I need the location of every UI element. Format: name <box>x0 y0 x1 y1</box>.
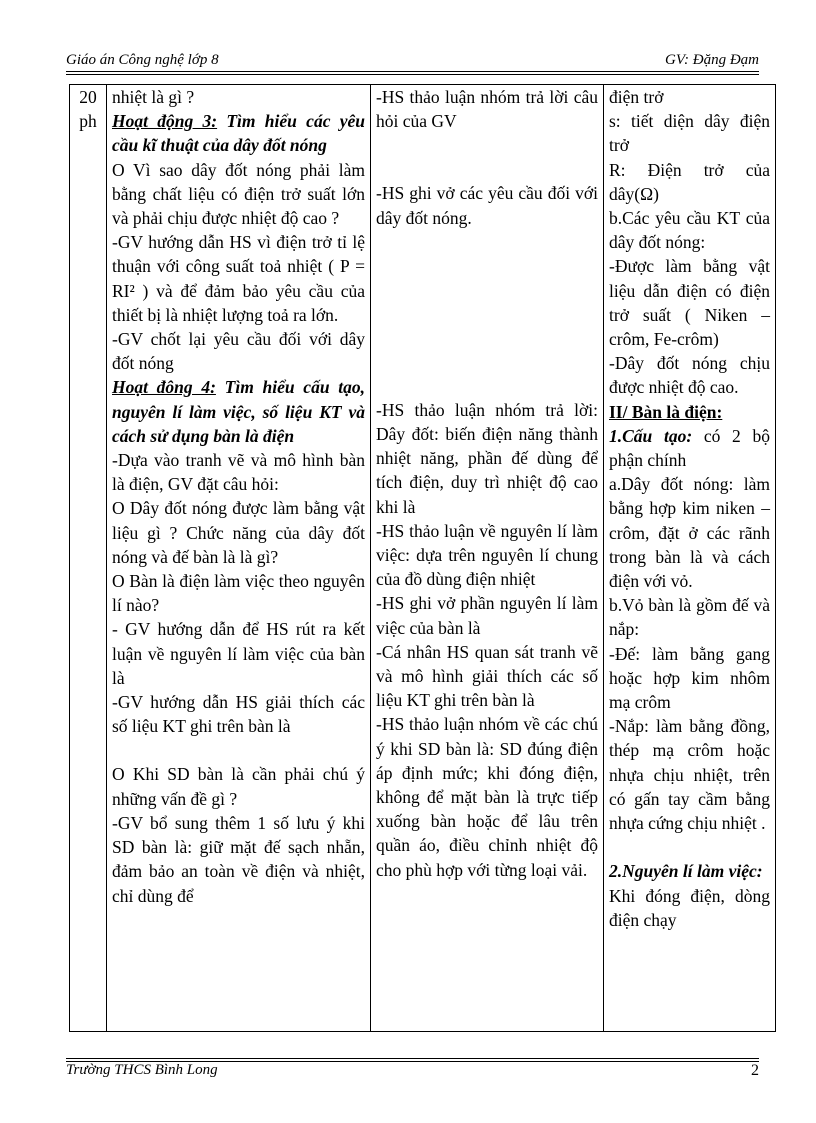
activity-heading-label: Hoạt đông 4: <box>112 377 216 398</box>
subsection-heading: 2.Nguyên lí làm việc: <box>609 861 763 882</box>
blank-line <box>376 374 598 398</box>
paragraph: - GV hướng dẫn để HS rút ra kết luận về nguyên lí làm việc của bàn là <box>112 619 365 688</box>
paragraph: điện trở <box>609 87 664 107</box>
footer-rule-thin <box>66 1058 759 1059</box>
blank-line <box>376 350 598 374</box>
paragraph: -Dựa vào tranh vẽ và mô hình bàn là điện, GV đặt câu hỏi: <box>112 450 365 495</box>
blank-line <box>376 326 598 350</box>
time-cell <box>70 85 107 1032</box>
paragraph: Khi đóng điện, dòng điện chạy <box>609 885 770 930</box>
footer-school: Trường THCS Bình Long <box>66 1062 218 1078</box>
paragraph: a.Dây đốt nóng: làm bằng hợp kim niken – crôm, đặt ở các rãnh trong bàn là và cách điện với vỏ. <box>609 474 770 592</box>
subsection-rest: có 2 bộ phận chính <box>609 425 770 471</box>
paragraph: -HS ghi vở phần nguyên lí làm việc của bàn là <box>376 593 598 638</box>
subsection-label: 1.Cấu tạo: <box>609 425 693 446</box>
blank-line <box>376 157 598 181</box>
blank-line <box>376 302 598 326</box>
header-rule <box>66 71 759 72</box>
header-rule-thin <box>66 74 759 75</box>
paragraph: -GV chốt lại yêu cầu đối với dây đốt nóng <box>112 329 365 374</box>
table-row <box>70 85 776 1032</box>
paragraph: s: tiết diện dây điện trở <box>609 111 770 156</box>
header-subject: Giáo án Công nghệ lớp 8 <box>66 52 219 68</box>
paragraph: -Đế: làm bằng gang hoặc hợp kim nhôm mạ crôm <box>609 643 770 713</box>
paragraph: b.Các yêu cầu KT của dây đốt nóng: <box>609 208 770 253</box>
paragraph: O Khi SD bàn là cần phải chú ý những vấn đề gì ? <box>112 764 365 809</box>
header-teacher: GV: Đặng Đạm <box>664 52 759 68</box>
section-heading: II/ Bàn là điện: <box>609 401 723 422</box>
page-number: 2 <box>751 1062 759 1079</box>
paragraph: nhiệt là gì ? <box>112 87 195 107</box>
paragraph: -GV hướng dẫn HS vì điện trở tỉ lệ thuận với công suất toả nhiệt ( P = RI² ) và để đảm bảo yêu cầu của thiết bị là nhiệt lượng toả ra lớn. <box>112 232 365 325</box>
paragraph: O Dây đốt nóng được làm bằng vật liệu gì ? Chức năng của dây đốt nóng và đế bàn là là gì? <box>112 498 365 567</box>
paragraph: -Được làm bằng vật liệu dẫn điện có điện trở suất ( Niken – crôm, Fe-crôm) <box>609 256 770 350</box>
paragraph: -HS thảo luận nhóm về các chú ý khi SD bàn là: SD đúng điện áp định mức; khi đóng điện, không để mặt bàn là trực tiếp xuống bàn hoặc để lâu trên quần áo, điều chỉnh nhiệt độ cho phù hợp với từng loại vải. <box>376 714 598 880</box>
paragraph: -Nắp: làm bằng đồng, thép mạ crôm hoặc nhựa chịu nhiệt, trên có gấn tay cầm bằng nhựa cứng chịu nhiệt . <box>609 716 770 834</box>
paragraph: -Cá nhân HS quan sát tranh vẽ và mô hình giải thích các số liệu KT ghi trên bàn là <box>376 641 598 711</box>
paragraph: -HS thảo luận nhóm trả lời: Dây đốt: biến điện năng thành nhiệt năng, phần đế dùng để tích điện, duy trì nhiệt độ cao khi là <box>376 399 598 517</box>
activity-heading <box>112 109 365 157</box>
blank-line <box>112 738 365 762</box>
paragraph: -GV hướng dẫn HS giải thích các số liệu KT ghi trên bàn là <box>112 692 365 737</box>
lesson-content-cell <box>604 85 776 1032</box>
student-activity-cell <box>371 85 604 1032</box>
page-header <box>66 52 759 72</box>
subsection-heading <box>609 424 770 472</box>
paragraph: -HS ghi vở các yêu cầu đối với dây đốt nóng. <box>376 183 598 228</box>
paragraph: -HS thảo luận về nguyên lí làm việc: dựa trên nguyên lí chung của đồ dùng điện nhiệt <box>376 520 598 590</box>
paragraph: -Dây đốt nóng chịu được nhiệt độ cao. <box>609 353 770 398</box>
blank-line <box>376 278 598 302</box>
paragraph: b.Vỏ bàn là gồm đế và nắp: <box>609 595 770 640</box>
blank-line <box>376 133 598 157</box>
paragraph: O Bàn là điện làm việc theo nguyên lí nào? <box>112 571 365 616</box>
paragraph: -HS thảo luận nhóm trả lời câu hỏi của GV <box>376 87 598 132</box>
teacher-activity-cell <box>107 85 371 1032</box>
time-unit: ph <box>79 111 97 132</box>
activity-heading-title: Tìm hiểu cấu tạo, nguyên lí làm việc, số liệu KT và cách sử dụng bàn là điện <box>112 377 365 446</box>
blank-line <box>376 230 598 254</box>
time-value: 20 <box>79 87 97 107</box>
paragraph: O Vì sao dây đốt nóng phải làm bằng chất liệu có điện trở suất lớn và phải chịu được nhiệt độ cao ? <box>112 159 365 229</box>
page-footer <box>66 1062 759 1082</box>
activity-heading-label: Hoạt động 3: <box>112 111 218 132</box>
blank-line <box>609 835 770 859</box>
paragraph: -GV bổ sung thêm 1 số lưu ý khi SD bàn là: giữ mặt đế sạch nhẵn, đảm bảo an toàn về điện và nhiệt, chỉ dùng để <box>112 812 365 906</box>
paragraph: R: Điện trở của dây(Ω) <box>609 159 770 204</box>
lesson-table <box>69 84 776 1032</box>
activity-heading <box>112 375 365 448</box>
activity-heading-title: Tìm hiểu các yêu cầu kĩ thuật của dây đốt nóng <box>112 111 365 156</box>
blank-line <box>376 254 598 278</box>
